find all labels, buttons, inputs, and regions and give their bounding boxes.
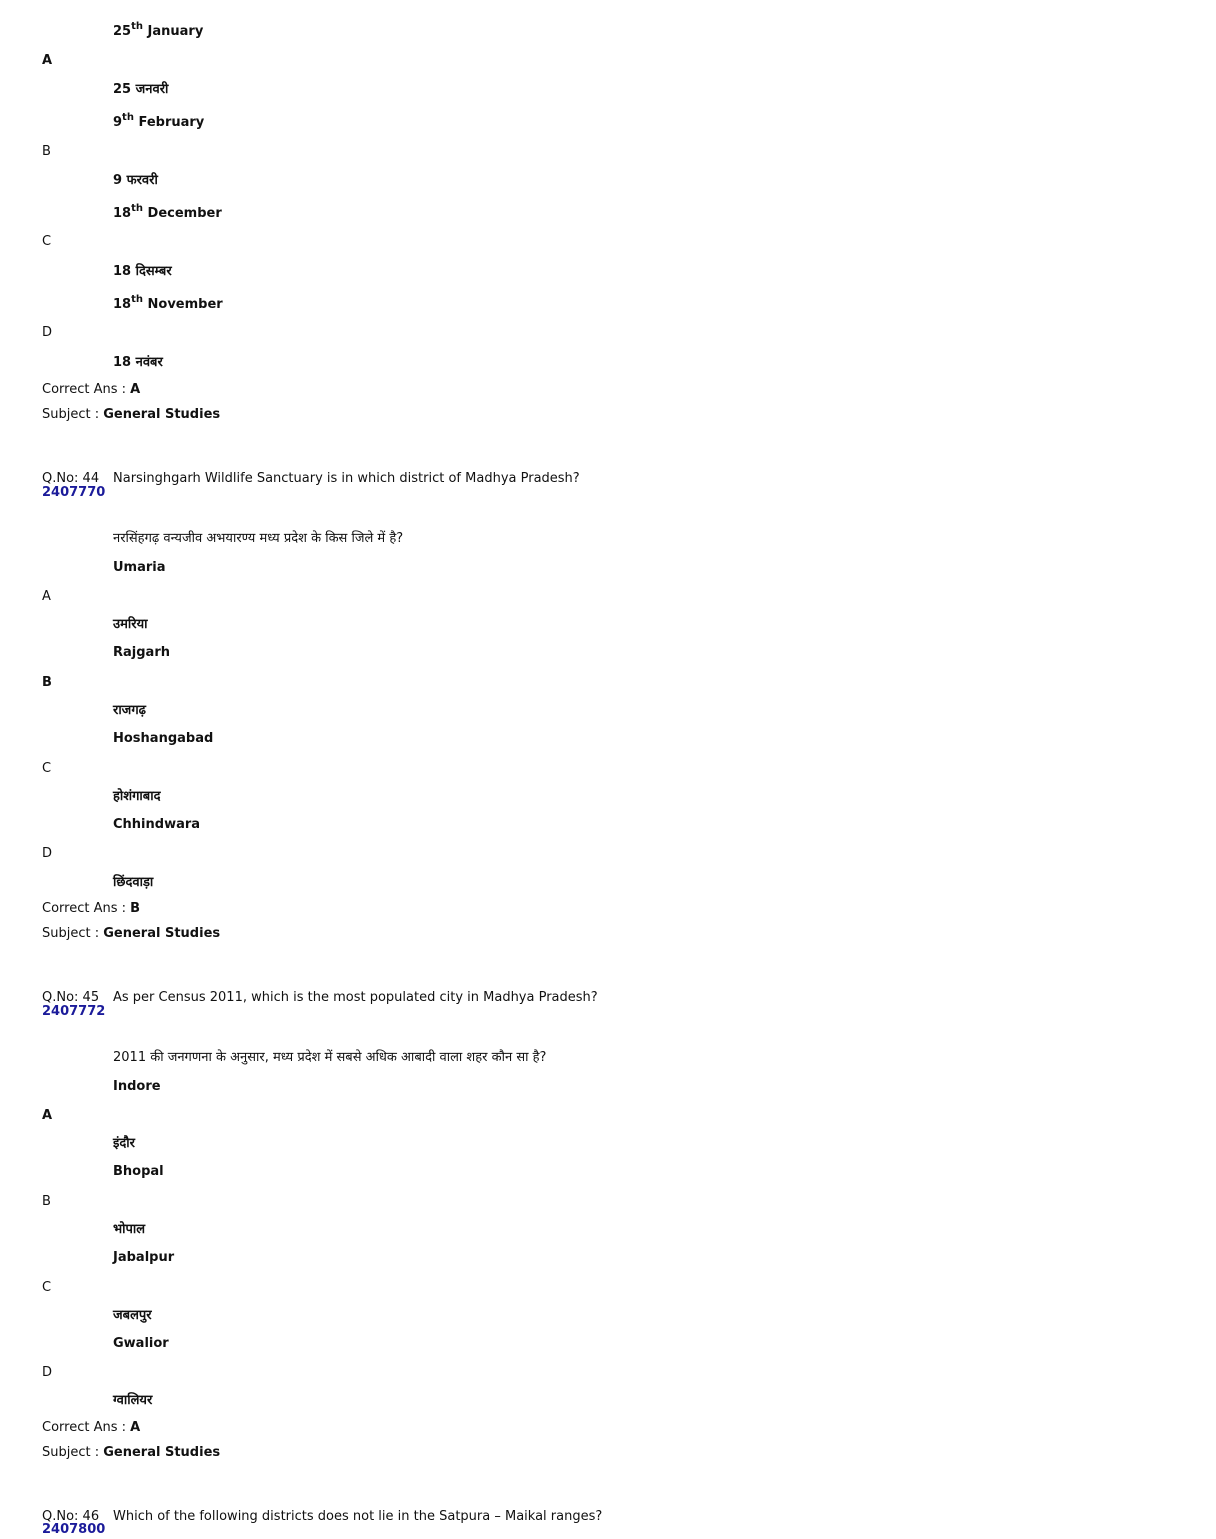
question-text-hindi: नरसिंहगढ़ वन्यजीव अभयारण्य मध्य प्रदेश के किस जिले में है?: [113, 531, 404, 546]
option-a-hindi: उमरिया: [113, 617, 148, 632]
question-text-hindi: 2011 की जनगणना के अनुसार, मध्य प्रदेश में सबसे अधिक आबादी वाला शहर कौन सा है?: [113, 1050, 547, 1065]
option-d-label: D: [42, 325, 53, 340]
option-b-hindi: 9 फरवरी: [113, 173, 158, 188]
option-c-label: C: [42, 761, 52, 776]
option-a-hindi: 25 जनवरी: [113, 82, 169, 97]
option-d-hindi: ग्वालियर: [113, 1393, 153, 1408]
question-id: 2407770: [42, 485, 106, 500]
option-a-english: Indore: [113, 1079, 161, 1094]
correct-answer: Correct Ans : A: [42, 1420, 141, 1435]
option-b-label: B: [42, 1194, 51, 1209]
option-d-english: 18th November: [113, 294, 223, 312]
subject: Subject : General Studies: [42, 407, 221, 422]
correct-answer: Correct Ans : B: [42, 901, 141, 916]
option-d-label: D: [42, 1365, 53, 1380]
option-a-hindi: इंदौर: [113, 1136, 135, 1151]
option-b-english: Rajgarh: [113, 645, 170, 660]
question-number: Q.No: 44: [42, 471, 100, 486]
option-b-label: B: [42, 144, 51, 159]
option-b-hindi: भोपाल: [113, 1222, 146, 1237]
question-text-english: As per Census 2011, which is the most populated city in Madhya Pradesh?: [113, 990, 598, 1005]
option-c-english: Jabalpur: [113, 1250, 175, 1265]
option-c-hindi: होशंगाबाद: [113, 789, 161, 804]
option-b-label: B: [42, 675, 52, 690]
option-a-english: Umaria: [113, 560, 166, 575]
option-b-english: Bhopal: [113, 1164, 164, 1179]
subject: Subject : General Studies: [42, 1445, 221, 1460]
option-a-label: A: [42, 1108, 53, 1123]
option-a-label: A: [42, 53, 53, 68]
correct-answer: Correct Ans : A: [42, 382, 141, 397]
option-a-english: 25th January: [113, 21, 204, 39]
option-b-english: 9th February: [113, 112, 205, 130]
question-number: Q.No: 46: [42, 1509, 100, 1524]
question-id: 2407800: [42, 1522, 106, 1537]
option-d-label: D: [42, 846, 53, 861]
option-c-hindi: जबलपुर: [113, 1308, 152, 1323]
option-a-label: A: [42, 589, 51, 604]
option-c-english: 18th December: [113, 203, 222, 221]
subject: Subject : General Studies: [42, 926, 221, 941]
option-c-label: C: [42, 234, 52, 249]
option-b-hindi: राजगढ़: [113, 703, 146, 718]
option-c-english: Hoshangabad: [113, 731, 214, 746]
option-d-hindi: छिंदवाड़ा: [113, 875, 154, 890]
option-d-english: Chhindwara: [113, 817, 201, 832]
question-id: 2407772: [42, 1004, 106, 1019]
option-c-label: C: [42, 1280, 52, 1295]
question-text-english: Which of the following districts does not lie in the Satpura – Maikal ranges?: [113, 1509, 603, 1524]
option-c-hindi: 18 दिसम्बर: [113, 264, 172, 279]
question-text-english: Narsinghgarh Wildlife Sanctuary is in which district of Madhya Pradesh?: [113, 471, 580, 486]
option-d-hindi: 18 नवंबर: [113, 355, 163, 370]
question-number: Q.No: 45: [42, 990, 100, 1005]
option-d-english: Gwalior: [113, 1336, 169, 1351]
